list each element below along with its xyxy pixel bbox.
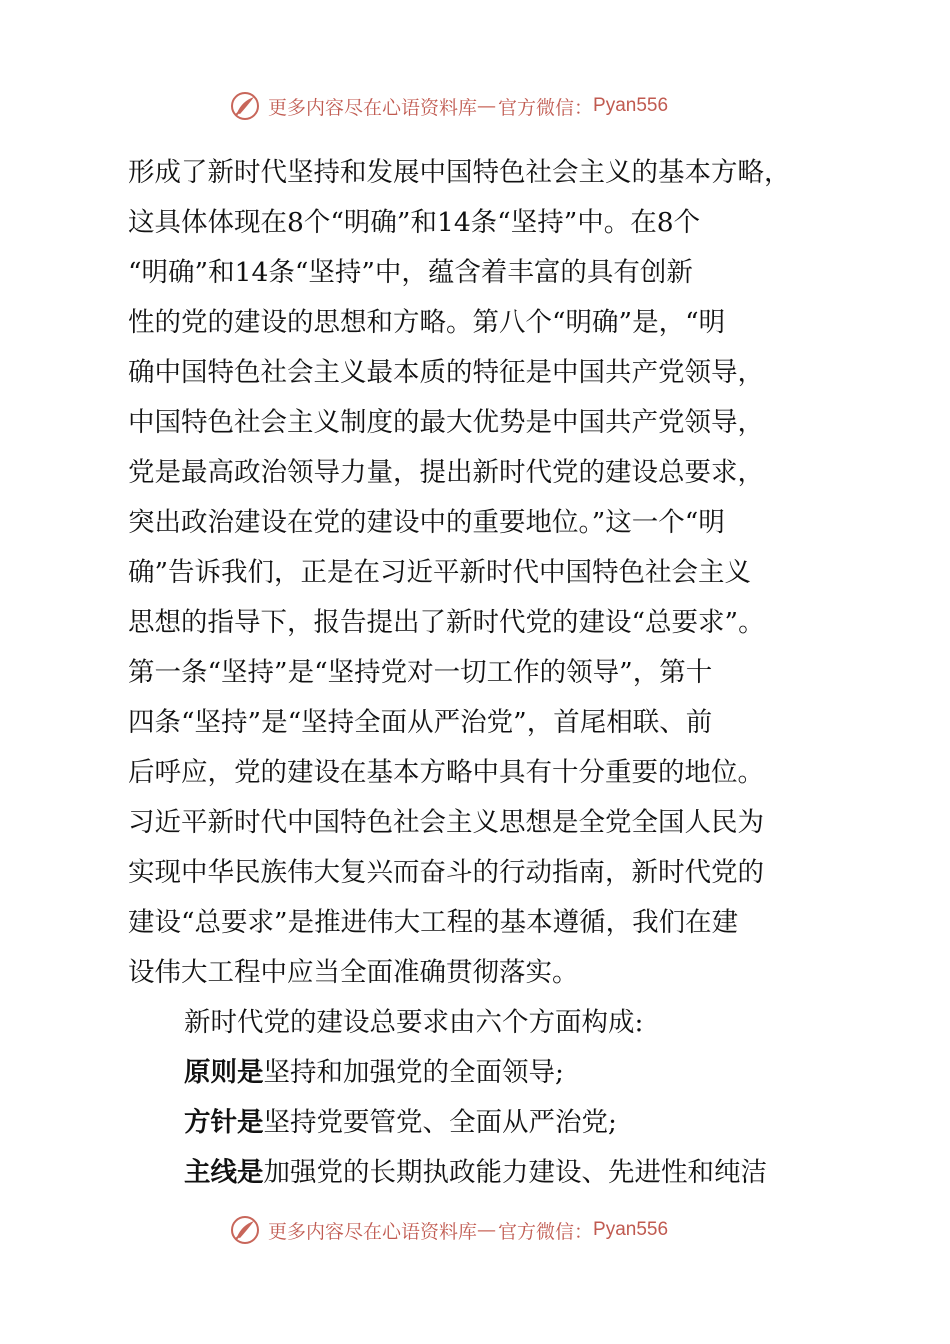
header-separator: — <box>477 95 497 117</box>
text-line: 突出政治建设在党的建设中的重要地位。”这一个“明 <box>128 507 725 538</box>
text-line: 习近平新时代中国特色社会主义思想是全党全国人民为 <box>128 807 764 838</box>
list-item-principle <box>128 1048 848 1098</box>
list-item-policy <box>128 1098 848 1148</box>
text-line: 党是最高政治领导力量，提出新时代党的建设总要求， <box>128 457 764 488</box>
pen-logo-icon <box>228 89 262 123</box>
pen-logo-icon <box>228 1213 262 1247</box>
item-label: 原则是 <box>184 1057 264 1088</box>
footer-brand: 更多内容尽在心语资料库 <box>268 1220 478 1243</box>
list-item-mainline <box>128 1148 848 1198</box>
item-text: 坚持党要管党、全面从严治党; <box>263 1107 617 1138</box>
header-brand: 更多内容尽在心语资料库 <box>268 96 478 119</box>
text-line: 这具体体现在8个“明确”和14条“坚持”中。在8个 <box>128 207 701 238</box>
text-line: 四条“坚持”是“坚持全面从严治党”，首尾相联、前 <box>128 707 713 738</box>
document-body <box>128 148 848 1198</box>
text-line: 中国特色社会主义制度的最大优势是中国共产党领导， <box>128 407 764 438</box>
text-line: 确”告诉我们，正是在习近平新时代中国特色社会主义 <box>128 557 752 588</box>
footer-banner <box>228 1210 668 1250</box>
footer-account: Pyan556 <box>593 1219 669 1240</box>
text-line: 形成了新时代坚持和发展中国特色社会主义的基本方略， <box>128 157 791 188</box>
item-text: 加强党的长期执政能力建设、先进性和纯洁 <box>263 1157 767 1188</box>
text-line: 思想的指导下，报告提出了新时代党的建设“总要求”。 <box>128 607 765 638</box>
header-banner <box>228 86 668 126</box>
text-line: 性的党的建设的思想和方略。第八个“明确”是，“明 <box>128 307 726 338</box>
footer-wechat-label: 官方微信： <box>498 1220 594 1243</box>
item-text: 坚持和加强党的全面领导; <box>263 1057 564 1088</box>
paragraph-intro: 新时代党的建设总要求由六个方面构成: <box>184 1007 644 1038</box>
text-line: “明确”和14条“坚持”中，蕴含着丰富的具有创新 <box>128 257 693 288</box>
header-account: Pyan556 <box>593 95 669 116</box>
item-label: 方针是 <box>184 1107 264 1138</box>
text-line: 实现中华民族伟大复兴而奋斗的行动指南，新时代党的 <box>128 857 764 888</box>
text-line: 确中国特色社会主义最本质的特征是中国共产党领导， <box>128 357 764 388</box>
text-line: 建设“总要求”是推进伟大工程的基本遵循，我们在建 <box>128 907 739 938</box>
text-line: 第一条“坚持”是“坚持党对一切工作的领导”，第十 <box>128 657 713 688</box>
item-label: 主线是 <box>184 1157 264 1188</box>
text-line: 后呼应，党的建设在基本方略中具有十分重要的地位。 <box>128 757 764 788</box>
header-wechat-label: 官方微信： <box>498 96 594 119</box>
text-line: 设伟大工程中应当全面准确贯彻落实。 <box>128 957 579 988</box>
footer-separator: — <box>477 1219 497 1241</box>
